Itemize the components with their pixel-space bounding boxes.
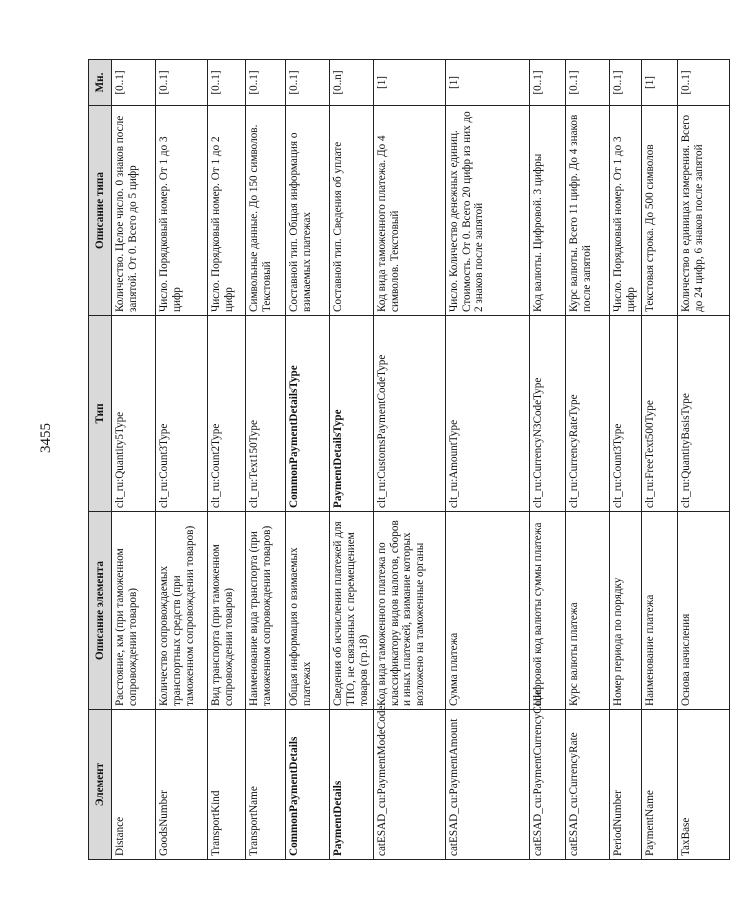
page-number: 3455 bbox=[38, 423, 54, 453]
cell-description: Общая информация о взимаемых платежах bbox=[286, 512, 330, 710]
cell-multiplicity: [0..n] bbox=[330, 60, 374, 106]
cell-multiplicity: [0..1] bbox=[208, 60, 246, 106]
cell-description: Вид транспорта (при таможенном сопровождении товаров) bbox=[208, 512, 246, 710]
header-type: Тип bbox=[89, 316, 112, 512]
cell-type-description: Число. Порядковый номер. От 1 до 3 цифр bbox=[609, 106, 641, 316]
table-row bbox=[330, 60, 374, 860]
cell-multiplicity: [1] bbox=[373, 60, 445, 106]
cell-type: clt_ru:QuantityBasisType bbox=[677, 316, 729, 512]
table-row bbox=[373, 60, 445, 860]
table-row bbox=[286, 60, 330, 860]
cell-element: TransportKind bbox=[208, 710, 246, 860]
table-row bbox=[156, 60, 208, 860]
cell-type: clt_ru:Quantity5Type bbox=[112, 316, 156, 512]
cell-type: clt_ru:CurrencyN3CodeType bbox=[529, 316, 565, 512]
header-description: Описание элемента bbox=[89, 512, 112, 710]
cell-type-description: Код вида таможенного платежа. До 4 символов. Текстовый bbox=[373, 106, 445, 316]
cell-type-description: Код валюты. Цифровой. 3 цифры bbox=[529, 106, 565, 316]
cell-element: catESAD_cu:PaymentModeCode bbox=[373, 710, 445, 860]
cell-description: Количество сопровождаемых транспортных средств (при таможенном сопровождении товаров) bbox=[156, 512, 208, 710]
cell-multiplicity: [0..1] bbox=[529, 60, 565, 106]
table-row bbox=[445, 60, 529, 860]
cell-element: GoodsNumber bbox=[156, 710, 208, 860]
cell-type-description: Символьные данные. До 150 символов. Текстовый bbox=[246, 106, 286, 316]
cell-type: clt_ru:FreeText500Type bbox=[641, 316, 677, 512]
cell-type-description: Составной тип. Сведения об уплате bbox=[330, 106, 374, 316]
table-row bbox=[609, 60, 641, 860]
table-row bbox=[641, 60, 677, 860]
cell-description: Сведения об исчислении платежей для ТПО, не связанных с перемещением товаров (гр.18) bbox=[330, 512, 374, 710]
cell-type: clt_ru:Count3Type bbox=[609, 316, 641, 512]
cell-element: PaymentDetails bbox=[330, 710, 374, 860]
cell-type-description: Курс валюты. Всего 11 цифр. До 4 знаков после запятой bbox=[565, 106, 609, 316]
table-row bbox=[208, 60, 246, 860]
cell-multiplicity: [1] bbox=[445, 60, 529, 106]
cell-type-description: Число. Порядковый номер. От 1 до 3 цифр bbox=[156, 106, 208, 316]
cell-element: CommonPaymentDetails bbox=[286, 710, 330, 860]
cell-description: Номер периода по порядку bbox=[609, 512, 641, 710]
cell-multiplicity: [0..1] bbox=[286, 60, 330, 106]
cell-type: clt_ru:AmountType bbox=[445, 316, 529, 512]
cell-description: Цифровой код валюты суммы платежа bbox=[529, 512, 565, 710]
header-multiplicity: Мн. bbox=[89, 60, 112, 106]
table-row bbox=[677, 60, 729, 860]
cell-element: PeriodNumber bbox=[609, 710, 641, 860]
header-element: Элемент bbox=[89, 710, 112, 860]
cell-type: clt_ru:Text150Type bbox=[246, 316, 286, 512]
cell-element: TaxBase bbox=[677, 710, 729, 860]
cell-type: clt_ru:Count3Type bbox=[156, 316, 208, 512]
cell-description: Сумма платежа bbox=[445, 512, 529, 710]
table-row bbox=[246, 60, 286, 860]
cell-type-description: Число. Порядковый номер. От 1 до 2 цифр bbox=[208, 106, 246, 316]
cell-multiplicity: [0..1] bbox=[677, 60, 729, 106]
cell-description: Наименование платежа bbox=[641, 512, 677, 710]
cell-type: CommonPaymentDetailsType bbox=[286, 316, 330, 512]
cell-element: TransportName bbox=[246, 710, 286, 860]
cell-multiplicity: [0..1] bbox=[609, 60, 641, 106]
cell-description: Расстояние, км (при таможенном сопровождении товаров) bbox=[112, 512, 156, 710]
header-type-description: Описание типа bbox=[89, 106, 112, 316]
cell-multiplicity: [0..1] bbox=[156, 60, 208, 106]
cell-element: catESAD_cu:PaymentCurrencyCode bbox=[529, 710, 565, 860]
cell-type: clt_ru:CurrencyRateType bbox=[565, 316, 609, 512]
cell-element: PaymentName bbox=[641, 710, 677, 860]
cell-type-description: Составной тип. Общая информация о взимаемых платежах bbox=[286, 106, 330, 316]
rotated-table-container bbox=[88, 60, 705, 860]
cell-type: PaymentDetailsType bbox=[330, 316, 374, 512]
cell-multiplicity: [0..1] bbox=[246, 60, 286, 106]
cell-description: Основа начисления bbox=[677, 512, 729, 710]
cell-multiplicity: [0..1] bbox=[565, 60, 609, 106]
table-row bbox=[565, 60, 609, 860]
cell-type-description: Число. Количество денежных единиц. Стоимость. От 0. Всего 20 цифр из них до 2 знаков после запятой bbox=[445, 106, 529, 316]
cell-type-description: Количество в единицах измерения. Всего до 24 цифр, 6 знаков после запятой bbox=[677, 106, 729, 316]
cell-element: Distance bbox=[112, 710, 156, 860]
table-header-row bbox=[89, 60, 112, 860]
cell-multiplicity: [1] bbox=[641, 60, 677, 106]
cell-description: Курс валюты платежа bbox=[565, 512, 609, 710]
cell-multiplicity: [0..1] bbox=[112, 60, 156, 106]
cell-type: clt_ru:Count2Type bbox=[208, 316, 246, 512]
table-row bbox=[529, 60, 565, 860]
cell-type: clt_ru:CustomsPaymentCodeType bbox=[373, 316, 445, 512]
element-table bbox=[88, 59, 730, 860]
cell-type-description: Текстовая строка. До 500 символов bbox=[641, 106, 677, 316]
cell-type-description: Количество. Целое число. 0 знаков после запятой. От 0. Всего до 5 цифр bbox=[112, 106, 156, 316]
cell-description: Наименование вида транспорта (при таможенном сопровождении товаров) bbox=[246, 512, 286, 710]
table-row bbox=[112, 60, 156, 860]
cell-element: catESAD_cu:PaymentAmount bbox=[445, 710, 529, 860]
cell-description: Код вида таможенного платежа по классификатору видов налогов, сборов и иных платежей, взимание которых возложено на таможенные органы bbox=[373, 512, 445, 710]
cell-element: catESAD_cu:CurrencyRate bbox=[565, 710, 609, 860]
